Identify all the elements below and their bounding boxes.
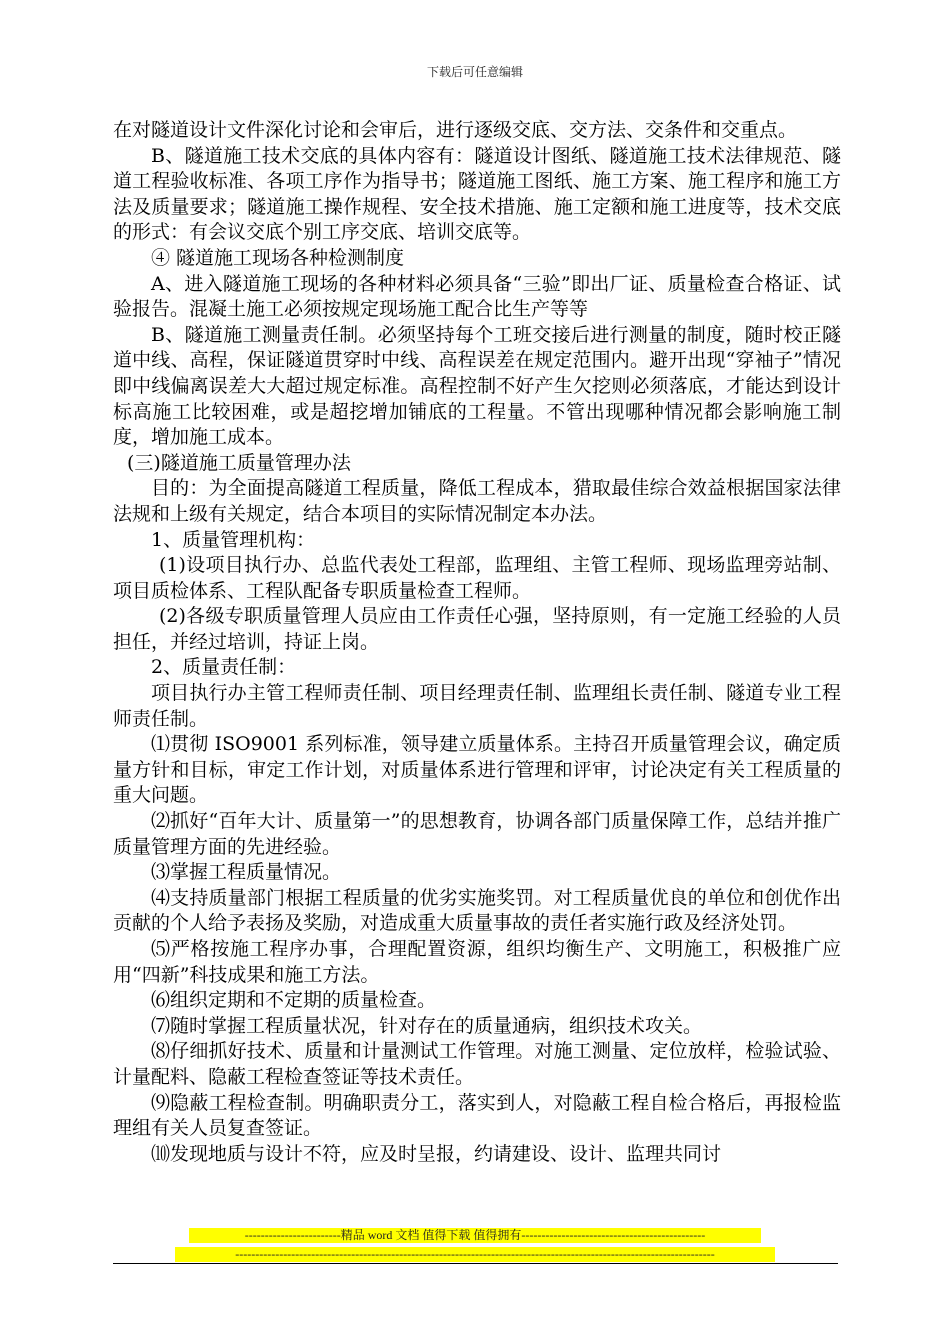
paragraph: 在对隧道设计文件深化讨论和会审后，进行逐级交底、交方法、交条件和交重点。 [113,119,798,141]
section-heading: 1、质量管理机构： [151,528,316,551]
list-item: ⑸严格按施工程序办事，合理配置资源，组织均衡生产、文明施工，积极推广应用“四新”科技成果和施工方法。 [113,938,841,986]
list-item: (2)各级专职质量管理人员应由工作责任心强，坚持原则，有一定施工经验的人员担任，并经过培训，持证上岗。 [113,605,841,653]
paragraph: B、隧道施工测量责任制。必须坚持每个工班交接后进行测量的制度，随时校正隧道中线、高程，保证隧道贯穿时中线、高程误差在规定范围内。避开出现“穿袖子”情况即中线偏离误差大大超过规定标准。高程控制不好产生欠挖则必须落底，才能达到设计标高施工比较困难，或是超挖增加铺底的工程量。不管出现哪种情况都会影响施工制度，增加施工成本。 [113,323,841,449]
document-body [113,118,841,1167]
list-item: ⑽发现地质与设计不符，应及时呈报，约请建设、设计、监理共同讨 [151,1142,722,1165]
list-item: ⑻仔细抓好技术、质量和计量测试工作管理。对施工测量、定位放样，检验试验、计量配料、隐蔽工程检查签证等技术责任。 [113,1040,841,1088]
section-heading: ④ 隧道施工现场各种检测制度 [151,246,405,269]
footer-banner-line: ------------------------精品 word 文档 值得下载 值得拥有---------------------------------------------- [189,1228,761,1243]
footer-divider [113,1263,838,1264]
footer-banner [0,1228,950,1266]
paragraph: A、进入隧道施工现场的各种材料必须具备“三验”即出厂证、质量检查合格证、试验报告。混凝土施工必须按规定现场施工配合比生产等等 [113,272,841,321]
section-heading: (三)隧道施工质量管理办法 [127,451,351,474]
list-item: ⑼隐蔽工程检查制。明确职责分工，落实到人，对隐蔽工程自检合格后，再报检监理组有关人员复查签证。 [113,1091,841,1140]
list-item: ⑵抓好“百年大计、质量第一”的思想教育，协调各部门质量保障工作，总结并推广质量管理方面的先进经验。 [113,810,841,858]
section-heading: 2、质量责任制： [151,656,297,679]
list-item: (1)设项目执行办、总监代表处工程部，监理组、主管工程师、现场监理旁站制、项目质检体系、工程队配备专职质量检查工程师。 [113,554,841,602]
paragraph: B、隧道施工技术交底的具体内容有：隧道设计图纸、隧道施工技术法律规范、隧道工程验收标准、各项工序作为指导书；隧道施工图纸、施工方案、施工程序和施工方法及质量要求；隧道施工操作规程、安全技术措施、施工定额和施工进度等，技术交底的形式：有会议交底个别工序交底、培训交底等。 [113,144,841,244]
footer-banner-line: ------------------------------------------------------------------------------------------------------------------------ [175,1247,775,1262]
paragraph: 目的：为全面提高隧道工程质量，降低工程成本，猎取最佳综合效益根据国家法律法规和上级有关规定，结合本项目的实际情况制定本办法。 [113,477,841,525]
list-item: ⑺随时掌握工程质量状况，针对存在的质量通病，组织技术攻关。 [151,1014,703,1037]
page-header: 下载后可任意编辑 [426,65,523,79]
list-item: ⑶掌握工程质量情况。 [151,861,342,884]
list-item: ⑴贯彻 ISO9001 系列标准，领导建立质量体系。主持召开质量管理会议，确定质量方针和目标，审定工作计划，对质量体系进行管理和评审，讨论决定有关工程质量的重大问题。 [113,733,841,807]
paragraph: 项目执行办主管工程师责任制、项目经理责任制、监理组长责任制、隧道专业工程师责任制。 [113,682,841,730]
list-item: ⑷支持质量部门根据工程质量的优劣实施奖罚。对工程质量优良的单位和创优作出贡献的个人给予表扬及奖励，对造成重大质量事故的责任者实施行政及经济处罚。 [113,886,841,935]
list-item: ⑹组织定期和不定期的质量检查。 [151,989,437,1012]
